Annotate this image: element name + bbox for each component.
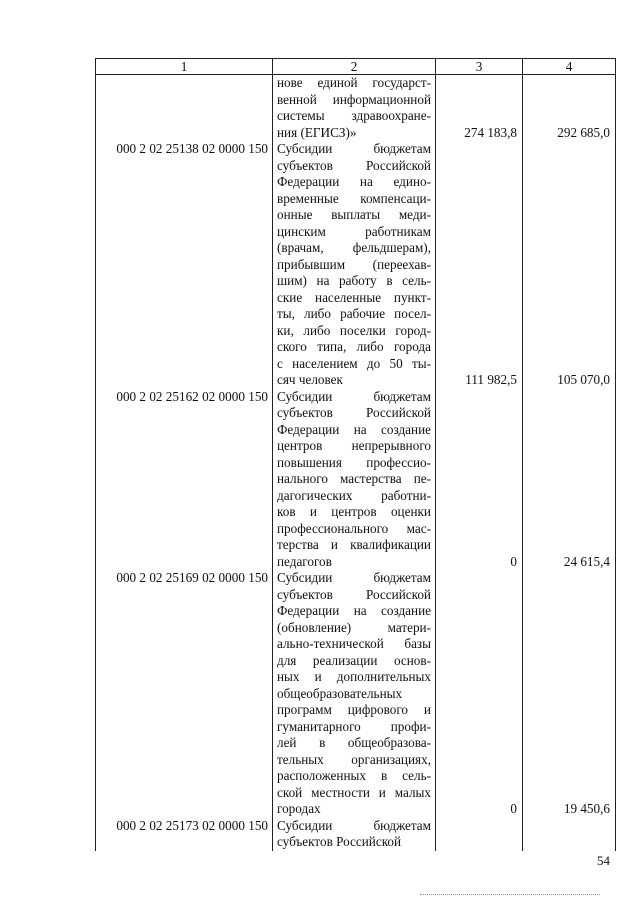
table-body	[96, 75, 616, 851]
description-line: дагогических работни-	[277, 487, 431, 503]
description-line: субъектов Российской	[277, 157, 431, 173]
row-code-cell: 000 2 02 25169 02 0000 150	[96, 570, 273, 818]
description-line: субъектов Российской	[277, 834, 402, 849]
description-line: ские населенные пункт-	[277, 289, 431, 305]
description-line: гуманитарного профи-	[277, 718, 431, 734]
bottom-rule	[420, 894, 600, 895]
description-line: Субсидии бюджетам	[277, 817, 431, 833]
description-line: Федерации на едино-	[277, 174, 431, 189]
description-line: ния (ЕГИСЗ)»	[277, 124, 357, 140]
row-value-col4: 19 450,6	[523, 570, 616, 818]
header-col-3: 3	[436, 59, 523, 75]
description-line: (обновление) матери-	[277, 619, 431, 635]
description-line: сяч человек	[277, 372, 343, 387]
page-number: 54	[597, 853, 610, 868]
row-value-col3: 274 183,8	[436, 75, 523, 142]
row-description-cell	[273, 818, 436, 851]
description-line: субъектов Российской	[277, 405, 431, 420]
description-line: общеобразовательных	[277, 685, 403, 701]
row-code-cell: 000 2 02 25162 02 0000 150	[96, 389, 273, 571]
description-line: тельных организациях,	[277, 751, 431, 767]
description-line: расположенных в сель-	[277, 768, 431, 783]
row-description-cell	[273, 570, 436, 818]
description-line: терства и квалификации	[277, 537, 431, 552]
header-col-4: 4	[523, 59, 616, 75]
table-row	[96, 570, 616, 818]
description-line: нове единой государст-	[277, 75, 431, 90]
description-line: ского типа, либо города	[277, 339, 431, 354]
description-line: лей в общеобразова-	[277, 735, 431, 750]
description-line: ков и центров оценки	[277, 504, 431, 519]
row-description-cell	[273, 75, 436, 142]
row-code-cell	[96, 75, 273, 142]
row-description-cell	[273, 389, 436, 571]
description-line: ки, либо поселки город-	[277, 322, 431, 338]
row-value-col3: 0	[436, 570, 523, 818]
row-value-col3	[436, 818, 523, 851]
description-line: с населением до 50 ты-	[277, 355, 431, 371]
row-description-cell	[273, 141, 436, 389]
row-value-col4: 24 615,4	[523, 389, 616, 571]
description-line: венной информационной	[277, 91, 431, 107]
row-value-col3: 111 982,5	[436, 141, 523, 389]
description-line: временные компенсаци-	[277, 190, 431, 206]
description-line: Федерации на создание	[277, 603, 431, 618]
description-line: цинским работникам	[277, 223, 431, 239]
description-line: Субсидии бюджетам	[277, 570, 431, 585]
description-line: повышения профессио-	[277, 454, 431, 470]
row-value-col4: 292 685,0	[523, 75, 616, 142]
description-line: онные выплаты меди-	[277, 207, 431, 222]
table-row	[96, 141, 616, 389]
description-line: Субсидии бюджетам	[277, 141, 431, 156]
table-header-row	[96, 59, 616, 75]
description-line: субъектов Российской	[277, 586, 431, 602]
description-line: ской местности и малых	[277, 784, 431, 800]
description-line: городах	[277, 801, 321, 816]
description-line: системы здравоохране-	[277, 108, 431, 123]
description-line: нального мастерства пе-	[277, 471, 431, 486]
row-value-col4	[523, 818, 616, 851]
header-col-1: 1	[96, 59, 273, 75]
table-row	[96, 818, 616, 851]
description-line: ально-технической базы	[277, 636, 431, 651]
header-col-2: 2	[273, 59, 436, 75]
description-line: (врачам, фельдшерам),	[277, 240, 431, 255]
description-line: ных и дополнительных	[277, 669, 431, 684]
row-value-col3: 0	[436, 389, 523, 571]
row-value-col4: 105 070,0	[523, 141, 616, 389]
description-line: шим) на работу в сель-	[277, 273, 431, 288]
description-line: центров непрерывного	[277, 438, 431, 453]
description-line: для реализации основ-	[277, 652, 431, 668]
table-row	[96, 389, 616, 571]
description-line: Субсидии бюджетам	[277, 388, 431, 404]
description-line: прибывшим (переехав-	[277, 256, 431, 272]
table-row	[96, 75, 616, 142]
description-line: программ цифрового и	[277, 702, 431, 717]
description-line: педагогов	[277, 553, 332, 569]
budget-table	[95, 58, 616, 851]
description-line: профессионального мас-	[277, 520, 431, 536]
row-code-cell: 000 2 02 25138 02 0000 150	[96, 141, 273, 389]
description-line: ты, либо рабочие посел-	[277, 306, 431, 321]
row-code-cell: 000 2 02 25173 02 0000 150	[96, 818, 273, 851]
description-line: Федерации на создание	[277, 421, 431, 437]
